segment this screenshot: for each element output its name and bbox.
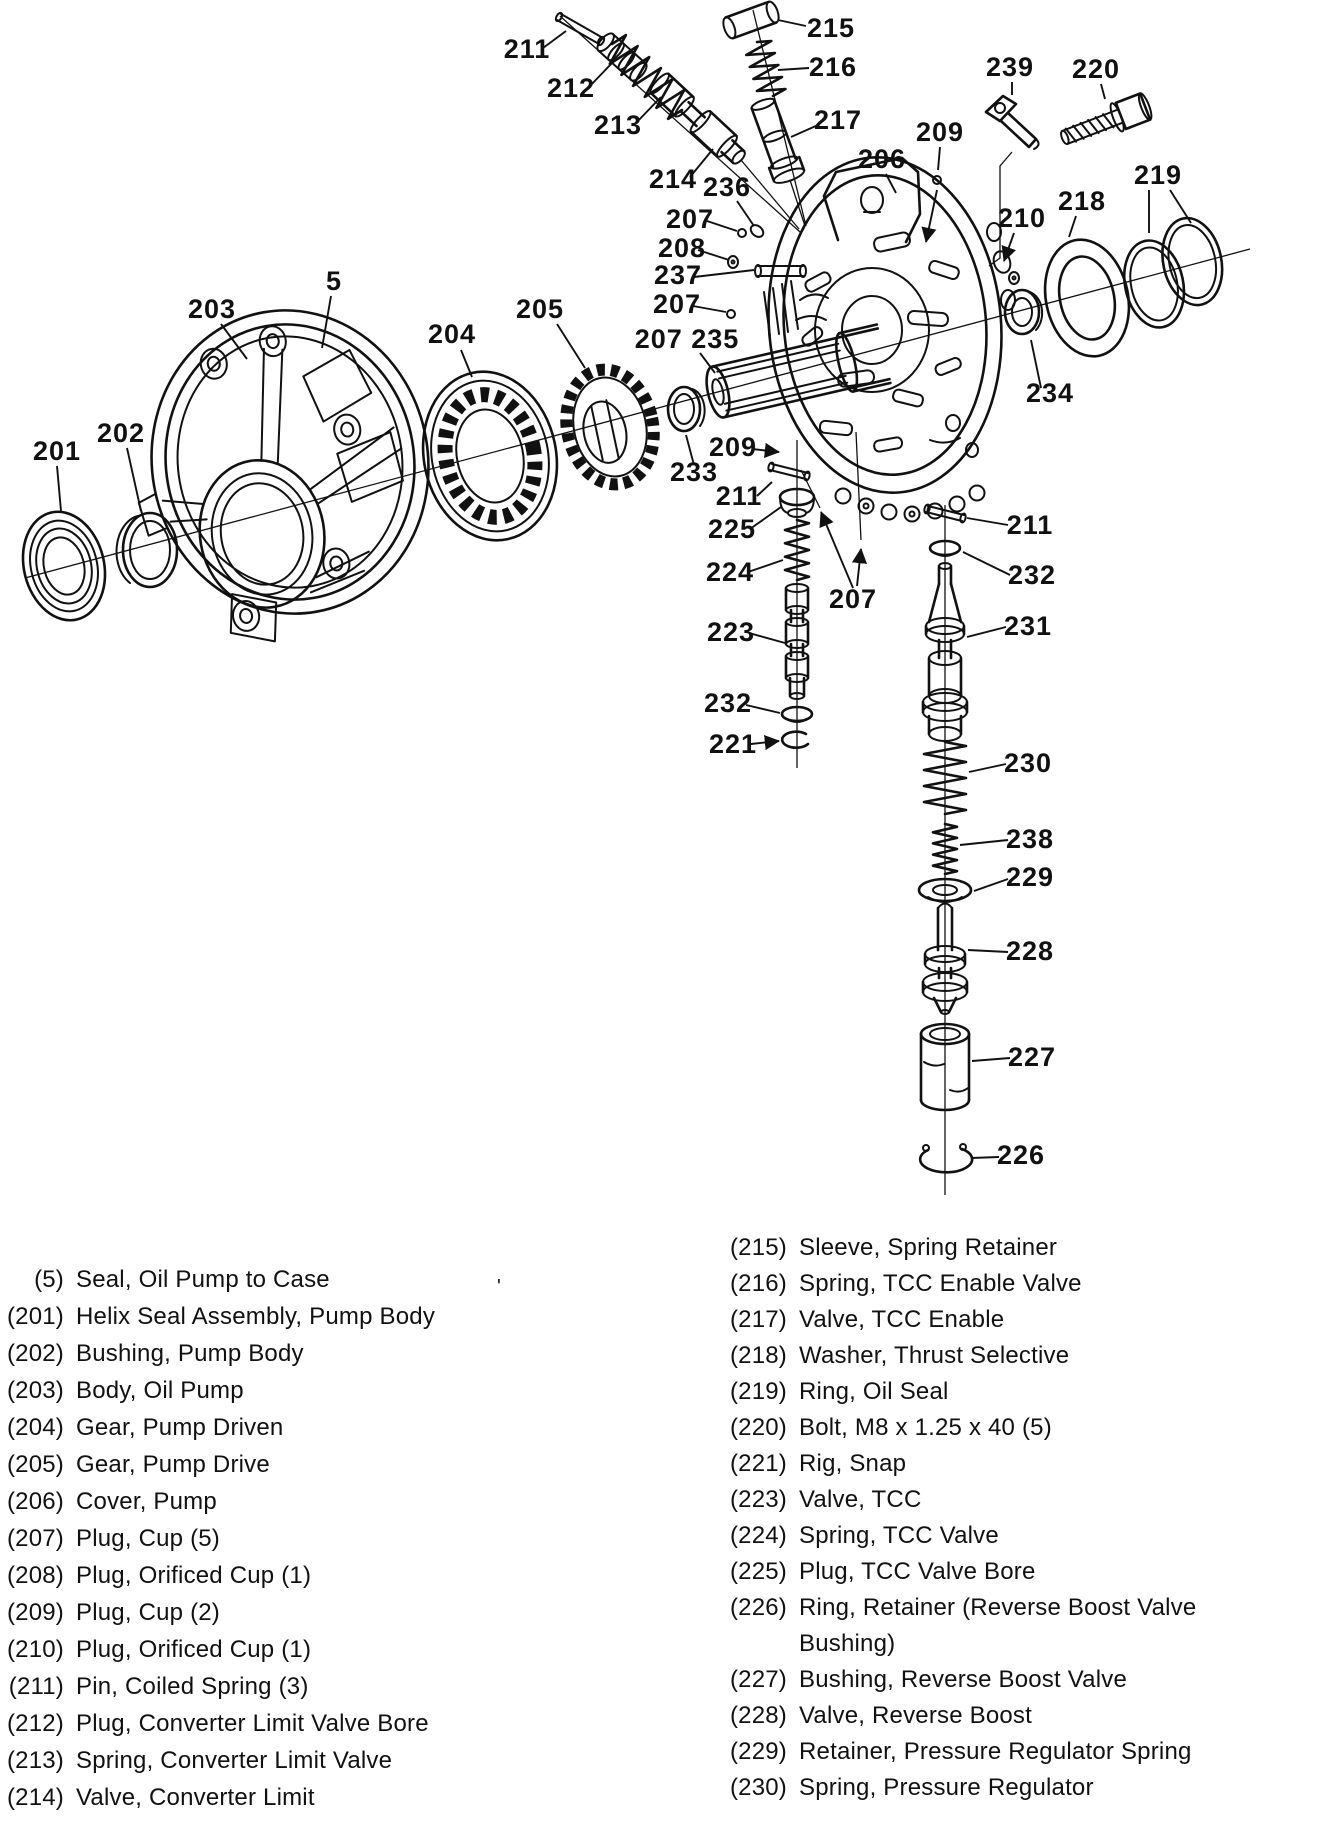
callout-223: 223 xyxy=(706,617,756,647)
callout-207: 207 xyxy=(828,584,878,614)
callout-205: 205 xyxy=(515,294,565,324)
callout-leader xyxy=(461,350,472,377)
part-205-drive-gear xyxy=(556,361,664,492)
part-description: Plug, Orificed Cup (1) xyxy=(76,1636,312,1663)
part-220-bolt xyxy=(1057,91,1155,152)
callout-leader xyxy=(960,840,1008,845)
parts-list-item xyxy=(0,1298,506,1335)
part-number: (204) xyxy=(6,1414,64,1441)
parts-list-item xyxy=(0,1261,506,1298)
part-description: Spring, TCC Enable Valve xyxy=(799,1270,1082,1297)
part-204-driven-gear xyxy=(408,359,572,553)
callout-227: 227 xyxy=(1007,1042,1057,1072)
parts-list-item xyxy=(660,1554,1229,1590)
callout-224: 224 xyxy=(705,557,755,587)
parts-list-item xyxy=(660,1230,1229,1266)
callout-leader xyxy=(737,201,754,226)
part-number: (223) xyxy=(729,1486,787,1513)
part-description: Gear, Pump Driven xyxy=(76,1414,284,1441)
callout-206: 206 xyxy=(857,144,907,174)
part-207-cup-a xyxy=(738,229,746,237)
part-description: Gear, Pump Drive xyxy=(76,1451,270,1478)
part-219-oil-seal-rings xyxy=(1114,212,1233,333)
part-215-sleeve xyxy=(721,0,781,40)
part-number: (218) xyxy=(729,1342,787,1369)
callout-leader xyxy=(127,448,141,511)
part-description: Helix Seal Assembly, Pump Body xyxy=(76,1303,436,1330)
callout-211: 211 xyxy=(1006,510,1054,540)
parts-list-item xyxy=(0,1483,506,1520)
callout-leader xyxy=(967,627,1006,637)
part-201-helix-seal xyxy=(12,503,116,629)
callout-226: 226 xyxy=(996,1140,1046,1170)
part-233-bushing xyxy=(668,387,705,431)
callout-leader xyxy=(967,518,1008,525)
callout-236: 236 xyxy=(702,172,752,202)
callout-leader xyxy=(557,324,585,368)
parts-list-item xyxy=(0,1520,506,1557)
parts-list-left-column xyxy=(0,1261,506,1816)
parts-list-item xyxy=(0,1594,506,1631)
parts-list-item xyxy=(0,1742,506,1779)
callout-5: 5 xyxy=(325,266,343,296)
callout-211: 211 xyxy=(503,34,551,64)
callout-201: 201 xyxy=(32,436,82,466)
part-number: (203) xyxy=(6,1377,64,1404)
bolt-lugs xyxy=(184,314,391,633)
part-211-pin-b xyxy=(767,462,810,481)
callout-215: 215 xyxy=(806,13,856,43)
callouts xyxy=(33,13,1191,1298)
callout-220: 220 xyxy=(1071,54,1121,84)
callout-214: 214 xyxy=(648,164,698,194)
part-description: Spring, Converter Limit Valve xyxy=(76,1747,393,1774)
part-218-thrust-washer xyxy=(1035,232,1140,364)
callout-207: 207 xyxy=(652,289,702,319)
part-number: (220) xyxy=(729,1414,787,1441)
part-number: (210) xyxy=(6,1636,64,1663)
parts-list-item xyxy=(660,1446,1229,1482)
parts-list-item xyxy=(0,1446,506,1483)
callout-leader xyxy=(57,466,61,511)
part-number: (213) xyxy=(6,1747,64,1774)
part-description: Valve, TCC xyxy=(799,1486,922,1513)
part-number: (221) xyxy=(729,1450,787,1477)
parts-list-item xyxy=(660,1518,1229,1554)
part-number: (217) xyxy=(729,1306,787,1333)
callout-216: 216 xyxy=(808,52,858,82)
part-description: Spring, Pressure Regulator xyxy=(799,1774,1094,1801)
part-description: Valve, Converter Limit xyxy=(76,1784,315,1811)
callout-232: 232 xyxy=(1007,560,1057,590)
callout-231: 231 xyxy=(1003,611,1053,641)
parts-list-item xyxy=(0,1335,506,1372)
parts-list-right-column xyxy=(660,1230,1229,1806)
part-number: (202) xyxy=(6,1340,64,1367)
parts-list-item xyxy=(660,1770,1229,1806)
callout-234: 234 xyxy=(1025,378,1075,408)
callout-207: 207 xyxy=(665,204,715,234)
part-description: Rig, Snap xyxy=(799,1450,907,1477)
callout-229: 229 xyxy=(1005,862,1055,892)
callout-leader xyxy=(1069,216,1076,237)
part-207-cup-b xyxy=(727,310,735,318)
parts-list-item xyxy=(0,1631,506,1668)
callout-217: 217 xyxy=(813,105,863,135)
callout-204: 204 xyxy=(427,319,477,349)
part-number: (219) xyxy=(729,1378,787,1405)
callout-leader xyxy=(972,1058,1010,1061)
parts-list-item xyxy=(0,1668,506,1705)
part-description: Valve, TCC Enable xyxy=(799,1306,1005,1333)
part-description: Body, Oil Pump xyxy=(76,1377,244,1404)
parts-list-item xyxy=(660,1698,1229,1734)
parts-list-item xyxy=(660,1302,1229,1338)
callout-239: 239 xyxy=(985,52,1035,82)
callout-209: 209 xyxy=(708,432,758,462)
part-description: Valve, Reverse Boost xyxy=(799,1702,1032,1729)
callout-230: 230 xyxy=(1003,748,1053,778)
callout-213: 213 xyxy=(593,110,643,140)
part-203-pump-body xyxy=(110,288,456,660)
callout-218: 218 xyxy=(1057,186,1107,216)
part-237-pin xyxy=(755,265,806,277)
part-description: Plug, Converter Limit Valve Bore xyxy=(76,1710,429,1737)
part-number: (207) xyxy=(6,1525,64,1552)
part-description: Plug, Cup (2) xyxy=(76,1599,220,1626)
part-number: (215) xyxy=(729,1234,787,1261)
callout-228: 228 xyxy=(1005,936,1055,966)
callout-208: 208 xyxy=(657,233,707,263)
callout-210: 210 xyxy=(997,203,1047,233)
part-description: Ring, Oil Seal xyxy=(799,1378,949,1405)
parts-list-item xyxy=(660,1374,1229,1410)
part-description: Plug, TCC Valve Bore xyxy=(799,1558,1036,1585)
part-number: (226) xyxy=(729,1594,787,1621)
parts-list-item xyxy=(660,1662,1229,1698)
callout-238: 238 xyxy=(1005,824,1055,854)
part-236-plug xyxy=(748,223,765,240)
part-number: (208) xyxy=(6,1562,64,1589)
part-number: (5) xyxy=(34,1266,64,1293)
part-number: (227) xyxy=(729,1666,787,1693)
callout-leader xyxy=(938,147,940,170)
parts-list-item xyxy=(660,1338,1229,1374)
parts-list-item xyxy=(660,1734,1229,1770)
part-description: Bushing, Reverse Boost Valve xyxy=(799,1666,1127,1693)
callout-203: 203 xyxy=(187,294,237,324)
parts-list-item xyxy=(0,1372,506,1409)
part-description: Retainer, Pressure Regulator Spring xyxy=(799,1738,1192,1765)
part-description: Sleeve, Spring Retainer xyxy=(799,1234,1058,1261)
part-number: (211) xyxy=(8,1673,64,1700)
part-number: (209) xyxy=(6,1599,64,1626)
callout-leader xyxy=(821,512,853,588)
callout-leader xyxy=(968,950,1008,952)
callout-212: 212 xyxy=(546,73,596,103)
part-number: (206) xyxy=(6,1488,64,1515)
callout-221: 221 xyxy=(708,729,758,759)
part-description: Ring, Retainer (Reverse Boost Valve Bushing) xyxy=(799,1594,1197,1657)
parts-list-item xyxy=(660,1410,1229,1446)
part-number: (201) xyxy=(6,1303,64,1330)
parts-list-item xyxy=(660,1482,1229,1518)
part-description: Plug, Orificed Cup (1) xyxy=(76,1562,312,1589)
callout-211: 211 xyxy=(715,481,763,511)
callout-leader xyxy=(974,879,1008,891)
part-number: (228) xyxy=(729,1702,787,1729)
callout-232: 232 xyxy=(703,688,753,718)
callout-225: 225 xyxy=(707,514,757,544)
parts-list-item xyxy=(660,1590,1229,1662)
part-description: Bolt, M8 x 1.25 x 40 (5) xyxy=(799,1414,1052,1441)
callout-237: 237 xyxy=(653,260,703,290)
part-description: Cover, Pump xyxy=(76,1488,217,1515)
callout-leader xyxy=(971,1157,999,1158)
callout-219: 219 xyxy=(1133,160,1183,190)
callout-leader xyxy=(1101,84,1105,99)
part-208-orificed-plug xyxy=(728,256,738,268)
part-number: (216) xyxy=(729,1270,787,1297)
parts-list-item xyxy=(0,1409,506,1446)
part-211-pin-a xyxy=(555,12,606,46)
part-206-pump-cover xyxy=(755,148,1015,540)
callout-leader xyxy=(857,549,861,586)
callout-209: 209 xyxy=(915,117,965,147)
part-number: (229) xyxy=(729,1738,787,1765)
part-210-orificed-plug xyxy=(1009,272,1019,284)
callout-leader xyxy=(322,296,331,348)
part-description: Pin, Coiled Spring (3) xyxy=(76,1673,309,1700)
part-number: (230) xyxy=(729,1774,787,1801)
callout-207-235: 207 235 xyxy=(634,324,740,354)
callout-leader xyxy=(694,270,754,277)
parts-list-item xyxy=(0,1705,506,1742)
part-description: Bushing, Pump Body xyxy=(76,1340,304,1367)
parts-list-item xyxy=(0,1557,506,1594)
part-202-bushing xyxy=(117,513,177,587)
part-description: Plug, Cup (5) xyxy=(76,1525,220,1552)
callout-leader xyxy=(969,764,1006,772)
part-number: (225) xyxy=(729,1558,787,1585)
part-description: Seal, Oil Pump to Case xyxy=(76,1266,330,1293)
stray-mark: ' xyxy=(497,1276,501,1298)
part-description: Washer, Thrust Selective xyxy=(799,1342,1070,1369)
parts-list-item xyxy=(0,1779,506,1816)
part-216-spring xyxy=(746,41,785,96)
part-234-bushing xyxy=(1005,290,1042,334)
part-description: Spring, TCC Valve xyxy=(799,1522,999,1549)
part-number: (212) xyxy=(6,1710,64,1737)
part-number: (224) xyxy=(729,1522,787,1549)
parts-list-item xyxy=(660,1266,1229,1302)
callout-leader xyxy=(778,20,806,26)
callout-leader xyxy=(963,552,1010,575)
part-number: (214) xyxy=(6,1784,64,1811)
callout-233: 233 xyxy=(669,457,719,487)
callout-202: 202 xyxy=(96,418,146,448)
part-214-valve xyxy=(647,70,751,170)
part-226-retainer-ring xyxy=(920,1144,972,1172)
part-217-valve xyxy=(747,95,806,186)
part-number: (205) xyxy=(6,1451,64,1478)
callout-leader xyxy=(778,68,809,70)
part-221-snap-ring xyxy=(782,732,808,748)
